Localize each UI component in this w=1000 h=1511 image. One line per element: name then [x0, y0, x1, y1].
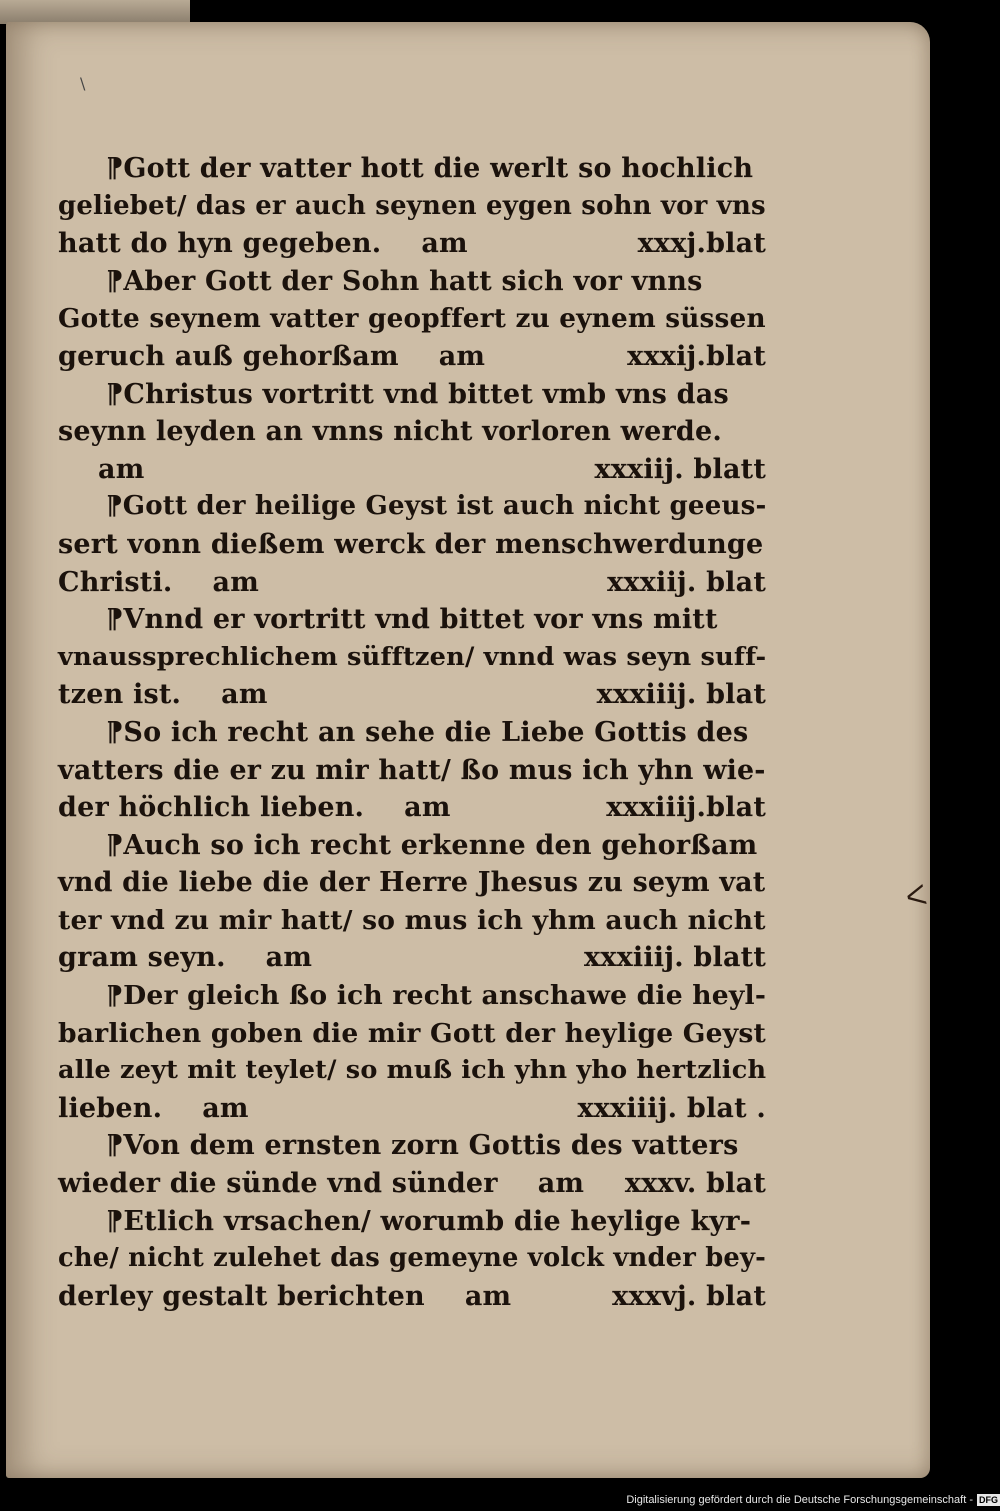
index-entries [58, 150, 766, 1315]
entry-reference-line [58, 676, 766, 714]
entry-text-line: ⁋Von dem ernsten zorn Gottis des vatters [106, 1130, 739, 1162]
entry-text-line: ter vnd zu mir hatt/ so mus ich yhm auch nicht [58, 904, 766, 936]
margin-annotation-mark: ᐸ [902, 878, 930, 915]
entry-text-line: barlichen goben die mir Gott der heylige Geyst [58, 1017, 766, 1049]
entry-reference-line [58, 225, 766, 263]
entry-text-line: seynn leyden an vnns nicht vorloren werde. [58, 416, 722, 448]
reference-text: tzen ist. [58, 679, 182, 711]
entry-text-line: ⁋So ich recht an sehe die Liebe Gottis des [106, 716, 749, 748]
reference-page-number: xxxj.blat [637, 228, 766, 260]
margin-mark: \ [80, 74, 86, 93]
index-entry [58, 1203, 766, 1316]
reference-page-number: xxxvj. blat [612, 1280, 766, 1312]
reference-page-number: xxxiiij. blat . [577, 1092, 766, 1124]
entry-reference-line [58, 1165, 766, 1203]
entry-text-line: ⁋Gott der heilige Geyst ist auch nicht geeus- [106, 491, 767, 522]
index-entry [58, 827, 766, 977]
reference-am: am [404, 792, 451, 824]
entry-text-line: ⁋Christus vortritt vnd bittet vmb vns das [106, 378, 729, 410]
reference-page-number: xxxiij. blatt [594, 453, 766, 485]
index-entry [58, 263, 766, 376]
reference-am: am [265, 942, 313, 974]
entry-reference-line [58, 564, 766, 602]
reference-left [58, 564, 259, 602]
entry-reference-line [58, 789, 766, 827]
reference-left [58, 676, 268, 714]
index-entry [58, 150, 766, 263]
entry-reference-line [58, 451, 766, 489]
entry-reference-line [58, 1090, 766, 1128]
reference-left [58, 939, 312, 977]
index-entry [58, 977, 766, 1127]
book-spine-edge [0, 0, 190, 24]
reference-text: geruch auß gehorßam [58, 340, 399, 372]
reference-text: hatt do hyn gegeben. [58, 228, 382, 260]
reference-left [58, 789, 451, 827]
reference-text: Christi. [58, 566, 173, 598]
reference-left [58, 1090, 249, 1128]
entry-text-line: sert vonn dießem werck der menschwerdunge [58, 528, 764, 560]
digitization-footer [600, 1491, 1000, 1509]
reference-page-number: xxxiiij. blatt [583, 942, 766, 974]
index-entry [58, 376, 766, 489]
book-page [6, 22, 930, 1478]
index-entry [58, 714, 766, 827]
reference-text: der höchlich lieben. [58, 792, 365, 824]
reference-am: am [464, 1280, 512, 1312]
reference-am: am [421, 228, 468, 260]
reference-left [58, 225, 468, 263]
entry-text-line: ⁋Vnnd er vortritt vnd bittet vor vns mitt [106, 604, 718, 636]
reference-text: lieben. [58, 1092, 163, 1124]
reference-am: am [438, 340, 486, 372]
reference-left [58, 1165, 584, 1203]
entry-text-line: ⁋Gott der vatter hott die werlt so hochlich [106, 153, 754, 184]
entry-text-line: ⁋Aber Gott der Sohn hatt sich vor vnns [106, 265, 703, 297]
entry-text-line: ⁋Etlich vrsachen/ worumb die heylige kyr- [106, 1205, 752, 1237]
entry-text-line: Gotte seynem vatter geopffert zu eynem süssen [58, 303, 766, 335]
reference-text: gram seyn. [58, 942, 226, 974]
reference-am: am [202, 1092, 249, 1124]
reference-text: derley gestalt berichten [58, 1280, 425, 1312]
reference-page-number: xxxv. blat [624, 1168, 766, 1200]
entry-text-line: geliebet/ das er auch seynen eygen sohn vor vns [58, 190, 766, 221]
entry-text-line: che/ nicht zulehet das gemeyne volck vnder bey- [58, 1243, 767, 1274]
reference-left [58, 1278, 511, 1316]
reference-am: am [98, 453, 145, 485]
entry-text-line: ⁋Der gleich ßo ich recht anschawe die heyl- [106, 980, 767, 1012]
reference-page-number: xxxiiij. blat [596, 679, 766, 711]
dfg-logo: DFG [979, 1495, 998, 1505]
entry-reference-line [58, 939, 766, 977]
index-entry [58, 601, 766, 714]
reference-am: am [212, 566, 259, 598]
index-entry [58, 1127, 766, 1202]
reference-left [58, 338, 485, 376]
reference-text: wieder die sünde vnd sünder [58, 1168, 498, 1200]
entry-text-line: vnaussprechlichem süfftzen/ vnnd was seyn suff- [58, 641, 767, 672]
reference-page-number: xxxiij. blat [607, 566, 766, 598]
reference-am: am [221, 679, 268, 711]
entry-reference-line [58, 1278, 766, 1316]
index-entry [58, 488, 766, 601]
reference-page-number: xxxiiij.blat [606, 792, 766, 824]
reference-page-number: xxxij.blat [627, 340, 766, 372]
entry-text-line: vatters die er zu mir hatt/ ßo mus ich yhn wie- [58, 754, 766, 786]
reference-am: am [537, 1168, 585, 1200]
entry-text-line: alle zeyt mit teylet/ so muß ich yhn yho hertzlich [58, 1055, 767, 1086]
reference-left [58, 451, 144, 489]
entry-text-line: vnd die liebe die der Herre Jhesus zu seym vat [58, 867, 766, 899]
entry-reference-line [58, 338, 766, 376]
entry-text-line: ⁋Auch so ich recht erkenne den gehorßam [106, 829, 758, 861]
footer-credit-text: Digitalisierung gefördert durch die Deutsche Forschungsgemeinschaft - [626, 1494, 973, 1506]
